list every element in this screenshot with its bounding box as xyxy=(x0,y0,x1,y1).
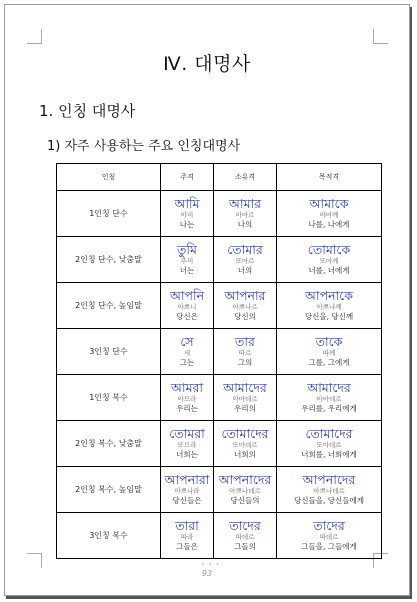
table-row xyxy=(57,283,382,329)
person-cell: 3인칭 단수 xyxy=(57,329,161,375)
bengali-word: আমাদের xyxy=(307,380,351,395)
korean-meaning: 당신의 xyxy=(234,312,256,321)
bengali-word: তোমরা xyxy=(169,426,205,441)
bengali-word: আপনাদের xyxy=(218,472,272,487)
transliteration: 아마르 xyxy=(235,211,255,219)
objective-cell xyxy=(277,237,382,283)
nominative-cell xyxy=(161,421,214,467)
korean-meaning: 그는 xyxy=(179,358,195,367)
possessive-cell xyxy=(214,421,277,467)
korean-meaning: 그들의 xyxy=(234,542,256,551)
objective-cell xyxy=(277,191,382,237)
bengali-word: তাদের xyxy=(313,518,345,533)
korean-meaning: 너는 xyxy=(179,266,195,275)
document-page xyxy=(4,4,410,596)
chapter-title: Ⅳ. 대명사 xyxy=(163,53,251,75)
transliteration: 아쁘나데르 xyxy=(313,487,345,495)
bengali-word: আমি xyxy=(174,196,200,211)
bengali-word: তার xyxy=(235,334,255,349)
transliteration: 따르 xyxy=(238,349,252,357)
korean-meaning: 너희의 xyxy=(234,450,256,459)
bengali-word: আপনাদের xyxy=(302,472,356,487)
bengali-word: তারা xyxy=(175,518,199,533)
objective-cell xyxy=(277,283,382,329)
nominative-cell xyxy=(161,237,214,283)
section-title: 1. 인칭 대명사 xyxy=(39,102,136,120)
crop-mark-bottom-left xyxy=(27,553,42,568)
table-row xyxy=(57,467,382,513)
possessive-cell xyxy=(214,329,277,375)
header-nominative: 주격 xyxy=(161,164,214,191)
bengali-word: আমার xyxy=(228,196,262,211)
korean-meaning: 너희를, 너희에게 xyxy=(301,450,357,459)
bengali-word: তোমাকে xyxy=(307,242,351,257)
objective-cell xyxy=(277,513,382,559)
table-row xyxy=(57,513,382,559)
korean-meaning: 그들은 xyxy=(176,542,198,551)
bengali-word: তোমার xyxy=(227,242,263,257)
header-objective: 목적격 xyxy=(277,164,382,191)
objective-cell xyxy=(277,421,382,467)
crop-mark-top-left xyxy=(27,29,42,44)
nominative-cell xyxy=(161,467,214,513)
possessive-cell xyxy=(214,283,277,329)
transliteration: 아쁘나께 xyxy=(316,303,342,311)
korean-meaning: 나를, 나에게 xyxy=(308,220,350,229)
person-cell: 2인칭 단수, 낮춤말 xyxy=(57,237,161,283)
korean-meaning: 우리의 xyxy=(234,404,256,413)
korean-meaning: 나는 xyxy=(179,220,195,229)
korean-meaning: 그들을, 그들에게 xyxy=(301,542,357,551)
korean-meaning: 나의 xyxy=(237,220,253,229)
korean-meaning: 그의 xyxy=(237,358,253,367)
table-row xyxy=(57,421,382,467)
transliteration: 따데르 xyxy=(319,533,339,541)
pronoun-table xyxy=(56,163,382,559)
table-header-row xyxy=(57,164,382,191)
transliteration: 아쁘니 xyxy=(177,303,197,311)
bengali-word: আমাকে xyxy=(309,196,349,211)
objective-cell xyxy=(277,329,382,375)
bengali-word: তোমাদের xyxy=(221,426,269,441)
person-cell: 1인칭 단수 xyxy=(57,191,161,237)
transliteration: 세 xyxy=(183,349,191,357)
transliteration: 또마데르 xyxy=(316,441,342,449)
person-cell: 2인칭 복수, 낮춤말 xyxy=(57,421,161,467)
transliteration: 또마르 xyxy=(235,257,255,265)
transliteration: 아쁘나라 xyxy=(174,487,200,495)
korean-meaning: 당신들의 xyxy=(230,496,260,505)
bengali-word: আপনারা xyxy=(164,472,210,487)
bengali-word: তাদের xyxy=(229,518,261,533)
korean-meaning: 당신은 xyxy=(176,312,198,321)
korean-meaning: 당신을, 당신께 xyxy=(304,312,354,321)
korean-meaning: 너를, 너에게 xyxy=(308,266,350,275)
nominative-cell xyxy=(161,329,214,375)
korean-meaning: 너의 xyxy=(237,266,253,275)
nominative-cell xyxy=(161,191,214,237)
korean-meaning: 너희는 xyxy=(176,450,198,459)
bengali-word: আমরা xyxy=(170,380,204,395)
bengali-word: আপনি xyxy=(169,288,205,303)
transliteration: 또마께 xyxy=(319,257,339,265)
footer-dots: • • • xyxy=(201,561,221,568)
header-person: 인칭 xyxy=(57,164,161,191)
nominative-cell xyxy=(161,513,214,559)
bengali-word: সে xyxy=(180,334,194,349)
page-number: 93 xyxy=(201,569,213,578)
possessive-cell xyxy=(214,237,277,283)
korean-meaning: 우리를, 우리에게 xyxy=(301,404,357,413)
bengali-word: আপনাকে xyxy=(305,288,353,303)
transliteration: 따께 xyxy=(322,349,336,357)
objective-cell xyxy=(277,375,382,421)
person-cell: 1인칭 복수 xyxy=(57,375,161,421)
transliteration: 따데르 xyxy=(235,533,255,541)
person-cell: 2인칭 단수, 높임말 xyxy=(57,283,161,329)
bengali-word: তোমাদের xyxy=(305,426,353,441)
possessive-cell xyxy=(214,191,277,237)
table-row xyxy=(57,191,382,237)
nominative-cell xyxy=(161,375,214,421)
korean-meaning: 그를, 그에게 xyxy=(308,358,350,367)
korean-meaning: 우리는 xyxy=(176,404,198,413)
transliteration: 또마데르 xyxy=(232,441,258,449)
korean-meaning: 당신들은 xyxy=(172,496,202,505)
nominative-cell xyxy=(161,283,214,329)
possessive-cell xyxy=(214,513,277,559)
transliteration: 아마께 xyxy=(319,211,339,219)
person-cell: 2인칭 복수, 높임말 xyxy=(57,467,161,513)
table-row xyxy=(57,329,382,375)
bengali-word: তাকে xyxy=(315,334,343,349)
transliteration: 또므라 xyxy=(177,441,197,449)
transliteration: 따라 xyxy=(180,533,194,541)
table-row xyxy=(57,375,382,421)
possessive-cell xyxy=(214,375,277,421)
transliteration: 아쁘나르 xyxy=(232,303,258,311)
bengali-word: আমাদের xyxy=(223,380,267,395)
bengali-word: তুমি xyxy=(177,242,197,257)
korean-meaning: 당신들을, 당신들에게 xyxy=(294,496,364,505)
table-row xyxy=(57,237,382,283)
possessive-cell xyxy=(214,467,277,513)
header-possessive: 소유격 xyxy=(214,164,277,191)
transliteration: 아쁘나데르 xyxy=(229,487,261,495)
transliteration: 아미 xyxy=(180,211,194,219)
crop-mark-top-right xyxy=(373,29,388,44)
bengali-word: আপনার xyxy=(224,288,266,303)
transliteration: 아므라 xyxy=(177,395,197,403)
subsection-title: 1) 자주 사용하는 주요 인칭대명사 xyxy=(47,139,241,154)
objective-cell xyxy=(277,467,382,513)
transliteration: 아마데르 xyxy=(316,395,342,403)
transliteration: 뚜미 xyxy=(180,257,194,265)
transliteration: 아마데르 xyxy=(232,395,258,403)
person-cell: 3인칭 복수 xyxy=(57,513,161,559)
